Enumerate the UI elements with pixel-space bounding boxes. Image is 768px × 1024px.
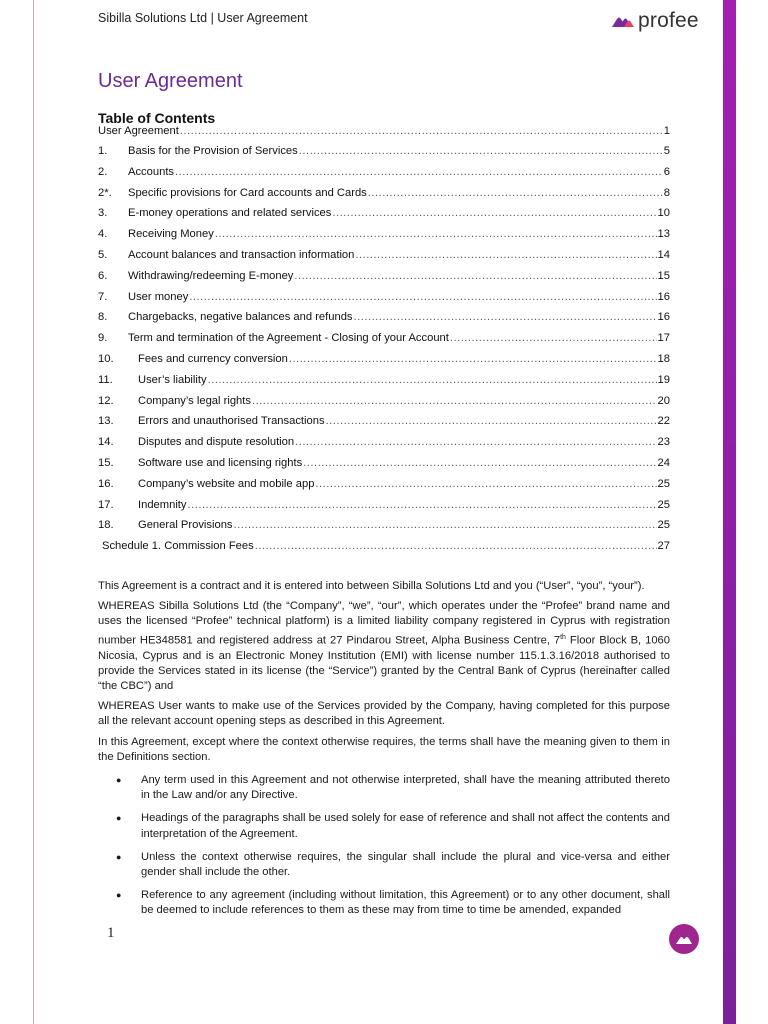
toc-leader-dots	[175, 166, 663, 178]
page-header: Sibilla Solutions Ltd | User Agreement	[98, 11, 308, 25]
toc-entry[interactable]	[98, 228, 670, 249]
toc-entry[interactable]	[98, 457, 670, 478]
toc-entry-number: 10.	[98, 352, 114, 365]
toc-entry[interactable]	[98, 353, 670, 374]
toc-entry-number: 2.	[98, 165, 108, 178]
toc-leader-dots	[315, 478, 656, 490]
toc-entry-label: Account balances and transaction information	[128, 248, 355, 261]
right-accent-bar	[723, 0, 736, 1024]
toc-entry-page: 25	[657, 498, 670, 511]
toc-entry-number: 4.	[98, 228, 108, 241]
toc-entry-page: 19	[657, 373, 670, 386]
toc-entry-number: 6.	[98, 269, 108, 282]
definitions-list	[98, 773, 670, 919]
toc-entry[interactable]	[98, 395, 670, 416]
toc-entry-page: 6	[663, 165, 670, 178]
list-item: ● Unless the context otherwise requires, the singular shall include the plural and vice-versa and either gender shall include the other.	[98, 850, 670, 880]
toc-leader-dots	[234, 519, 657, 531]
list-item: ● Any term used in this Agreement and not otherwise interpreted, shall have the meaning attributed thereto in the Law and/or any Directive.	[98, 773, 670, 803]
toc-entry-label: Accounts	[128, 165, 175, 178]
toc-entry-label: User money	[128, 290, 189, 303]
paragraph: In this Agreement, except where the context otherwise requires, the terms shall have the meaning given to them in the Definitions section.	[98, 735, 670, 763]
toc-leader-dots	[215, 228, 657, 240]
toc-entry-page: 5	[663, 145, 670, 157]
toc-leader-dots	[326, 415, 657, 427]
toc-leader-dots	[188, 499, 657, 511]
toc-entry-page: 15	[657, 269, 670, 282]
toc-entry-number: 13.	[98, 415, 114, 428]
toc-leader-dots	[299, 145, 663, 157]
toc-leader-dots	[355, 249, 656, 261]
toc-entry-number: 17.	[98, 498, 114, 511]
paragraph: WHEREAS Sibilla Solutions Ltd (the “Company”, “we”, “our”, which operates under the “Profee” brand name and uses the licensed “Profee” technical platform) is a limited liability company registered in Cyprus with registration number HE348581 and registered address at 27 Pindarou Street, Alpha Business Centre, 7th Floor Block B, 1060 Nicosia, Cyprus and is an Electronic Money Institution (EMI) with license number 115.1.3.16/2018 authorised to provide the Services stated in its license (the “Service”) granted by the Central Bank of Cyprus (hereinafter called “the CBC”) and	[98, 600, 670, 692]
toc-entry[interactable]	[98, 332, 670, 353]
toc-entry-number: 5.	[98, 248, 108, 261]
toc-leader-dots	[295, 436, 656, 448]
toc-entry-page: 18	[657, 352, 670, 365]
paragraph: WHEREAS User wants to make use of the Services provided by the Company, having completed for this purpose all the relevant account opening steps as described in this Agreement.	[98, 700, 670, 728]
toc-entry-number: 1.	[98, 145, 108, 157]
toc-entry-label: Disputes and dispute resolution	[138, 436, 295, 449]
toc-entry-page: 22	[657, 415, 670, 428]
toc-leader-dots	[294, 270, 656, 282]
list-item: ● Headings of the paragraphs shall be used solely for ease of reference and shall not affect the contents and interpretation of the Agreement.	[98, 811, 670, 841]
page-number: 1	[107, 925, 115, 941]
profee-cloud-icon	[611, 14, 635, 28]
toc-entry-number: 16.	[98, 477, 114, 490]
toc-entry-page: 25	[657, 519, 670, 532]
toc-entry-page: 17	[657, 332, 670, 345]
document-body	[98, 579, 670, 927]
toc-entry-label: Chargebacks, negative balances and refunds	[128, 311, 353, 324]
toc-leader-dots	[450, 332, 657, 344]
toc-entry-page: 27	[657, 540, 670, 553]
toc-entry-page: 16	[657, 311, 670, 324]
toc-entry[interactable]	[98, 415, 670, 436]
toc-entry[interactable]	[98, 270, 670, 291]
toc-entry[interactable]	[98, 125, 670, 145]
toc-entry[interactable]	[98, 145, 670, 166]
toc-leader-dots	[289, 353, 657, 365]
toc-entry-number: 11.	[98, 373, 113, 386]
toc-entry-page: 14	[657, 248, 670, 261]
toc-entry[interactable]	[98, 291, 670, 312]
toc-entry-page: 10	[657, 207, 670, 220]
toc-entry[interactable]	[98, 207, 670, 228]
toc-leader-dots	[354, 311, 657, 323]
toc-entry[interactable]	[98, 311, 670, 332]
toc-heading: Table of Contents	[98, 110, 216, 126]
toc-entry-label: Company’s website and mobile app	[138, 477, 315, 490]
toc-entry[interactable]	[98, 478, 670, 499]
toc-entry-number: 9.	[98, 332, 108, 345]
toc-entry-page: 24	[657, 456, 670, 469]
toc-entry-label: Company’s legal rights	[138, 394, 251, 407]
left-margin-rule	[33, 0, 34, 1024]
toc-entry-page: 23	[657, 436, 670, 449]
toc-entry-number: 12.	[98, 394, 114, 407]
toc-entry-number: 7.	[98, 290, 108, 303]
toc-leader-dots	[180, 125, 663, 137]
toc-leader-dots	[208, 374, 657, 386]
toc-entry[interactable]	[98, 436, 670, 457]
toc-leader-dots	[303, 457, 656, 469]
toc-entry-page: 1	[663, 125, 670, 137]
toc-entry-page: 16	[657, 290, 670, 303]
toc-entry-label: Term and termination of the Agreement - Closing of your Account	[128, 332, 449, 345]
toc-entry-number: 18.	[98, 519, 114, 532]
toc-leader-dots	[368, 187, 663, 199]
toc-entry-number: 15.	[98, 456, 114, 469]
toc-entry-label: Fees and currency conversion	[138, 352, 288, 365]
toc-entry[interactable]	[98, 166, 670, 187]
toc-entry-label: Software use and licensing rights	[138, 456, 303, 469]
toc-entry-label: Indemnity	[138, 498, 187, 511]
toc-entry-label: Specific provisions for Card accounts and Cards	[128, 186, 367, 199]
toc-entry-label: General Provisions	[138, 519, 233, 532]
toc-entry[interactable]	[98, 519, 670, 540]
profee-badge-icon	[675, 934, 693, 945]
toc-entry[interactable]	[98, 249, 670, 270]
toc-entry-label: Errors and unauthorised Transactions	[138, 415, 325, 428]
toc-entry-number: 2*.	[98, 186, 112, 199]
toc-entry-number: 3.	[98, 207, 108, 220]
toc-leader-dots	[332, 207, 656, 219]
toc-leader-dots	[255, 540, 657, 552]
toc-entry-label: Withdrawing/redeeming E-money	[128, 269, 294, 282]
table-of-contents	[98, 125, 670, 561]
toc-entry-page: 20	[657, 394, 670, 407]
toc-entry-label: Schedule 1. Commission Fees	[102, 540, 254, 553]
toc-entry[interactable]	[98, 187, 670, 208]
toc-leader-dots	[252, 395, 657, 407]
footer-logo-badge	[669, 924, 699, 954]
document-title: User Agreement	[98, 70, 243, 92]
toc-entry[interactable]	[98, 499, 670, 520]
toc-entry[interactable]	[98, 374, 670, 395]
toc-entry-label: Basis for the Provision of Services	[128, 145, 298, 157]
list-item: ● Reference to any agreement (including without limitation, this Agreement) or to any other document, shall be deemed to include references to them as these may from time to time be amended, expanded	[98, 888, 670, 918]
toc-entry-label: User’s liability	[138, 373, 207, 386]
toc-entry-number: 8.	[98, 311, 108, 324]
toc-entry-page: 25	[657, 477, 670, 490]
toc-entry-label: E-money operations and related services	[128, 207, 332, 220]
toc-entry-page: 8	[663, 186, 670, 199]
toc-entry-label: User Agreement	[98, 125, 179, 137]
logo-wordmark: profee	[638, 9, 699, 32]
toc-entry[interactable]	[98, 540, 670, 561]
toc-entry-label: Receiving Money	[128, 228, 214, 241]
toc-entry-number: 14.	[98, 436, 114, 449]
profee-logo	[611, 8, 699, 34]
toc-leader-dots	[189, 291, 656, 303]
toc-entry-page: 13	[657, 228, 670, 241]
paragraph: This Agreement is a contract and it is entered into between Sibilla Solutions Ltd and you (“User”, “you”, “your”).	[98, 580, 645, 592]
